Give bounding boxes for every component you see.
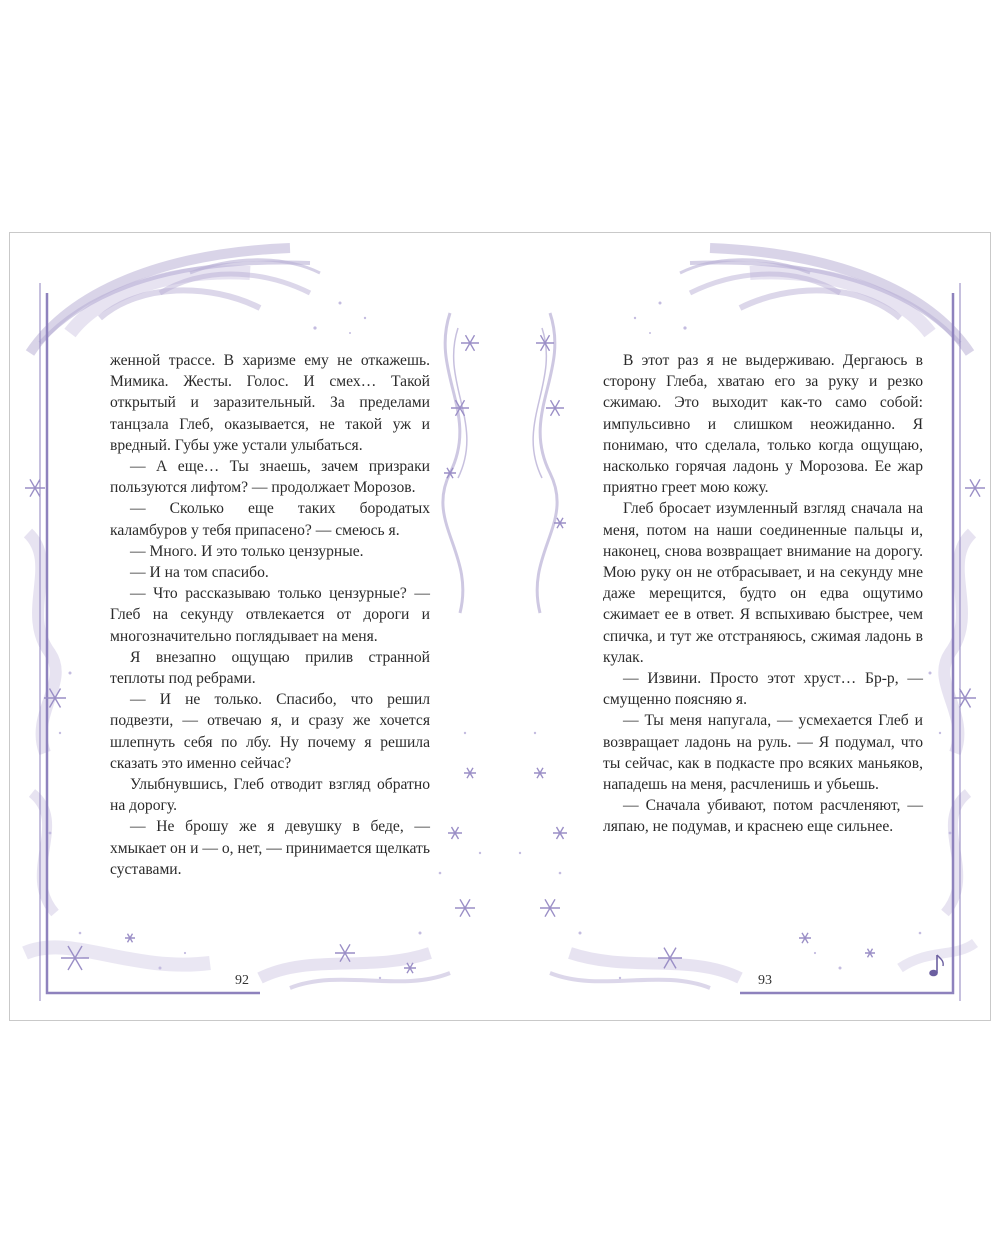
- left-page: [10, 233, 500, 1020]
- paragraph: — А еще… Ты знаешь, зачем призраки пользуются лифтом? — продолжает Морозов.: [110, 458, 430, 497]
- right-page: [500, 233, 990, 1020]
- book-spread: [9, 232, 991, 1021]
- paragraph: женной трассе. В харизме ему не откажешь. Мимика. Жесты. Голос. И смех… Такой открытый и заразительный. За пределами танцзала Глеб, оказывается, не такой уж и вредный. Губы уже устали улыбаться.: [110, 352, 430, 454]
- right-page-text: [603, 350, 923, 838]
- paragraph: — Сначала убивают, потом расчленяют, — ляпаю, не подумав, и краснею еще сильнее.: [603, 797, 923, 836]
- page-number: 93: [758, 973, 772, 988]
- page-number: 92: [235, 973, 249, 988]
- paragraph: — Что рассказываю только цензурные? — Глеб на секунду отвлекается от дороги и многозначительно поглядывает на меня.: [110, 585, 430, 645]
- paragraph: — Ты меня напугала, — усмехается Глеб и возвращает ладонь на руль. — Я подумал, что ты сейчас, как в подкасте про всяких маньяков, нападешь на меня, расчленишь и убьешь.: [603, 712, 923, 794]
- paragraph: — Извини. Просто этот хруст… Бр-р, — смущенно поясняю я.: [603, 670, 923, 709]
- paragraph: — Не брошу же я девушку в беде, — хмыкает он и — о, нет, — принимается щелкать суставами.: [110, 818, 430, 878]
- paragraph: — И не только. Спасибо, что решил подвезти, — отвечаю я, и сразу же хочется шлепнуть себя по лбу. Ну почему я решила сказать это именно сейчас?: [110, 691, 430, 772]
- paragraph: Я внезапно ощущаю прилив странной теплоты под ребрами.: [110, 648, 430, 688]
- paragraph: — Много. И это только цензурные.: [130, 542, 364, 560]
- paragraph: В этот раз я не выдерживаю. Дергаюсь в сторону Глеба, хватаю его за руку и резко сжимаю. Это выходит как-то само собой: импульсивно и слишком неожиданно. Я понимаю, что сделала, только когда ощущаю, насколько горячая ладонь у Морозова. Ее жар приятно греет мою кожу.: [603, 352, 923, 497]
- paragraph: Глеб бросает изумленный взгляд сначала на меня, потом на наши соединенные пальцы и, наконец, снова возвращает внимание на дорогу. Мою руку он не отбрасывает, и на секунду мне даже мерещится, будто он едва ощутимо сжимает ее в ответ. Я вспыхиваю быстрее, чем спичка, и тут же отстраняюсь, сжимая ладонь в кулак.: [603, 500, 923, 666]
- paragraph: — Сколько еще таких бородатых каламбуров у тебя припасено? — смеюсь я.: [110, 500, 430, 539]
- left-page-text: [110, 350, 430, 880]
- paragraph: Улыбнувшись, Глеб отводит взгляд обратно на дорогу.: [110, 776, 430, 815]
- paragraph: — И на том спасибо.: [130, 564, 269, 582]
